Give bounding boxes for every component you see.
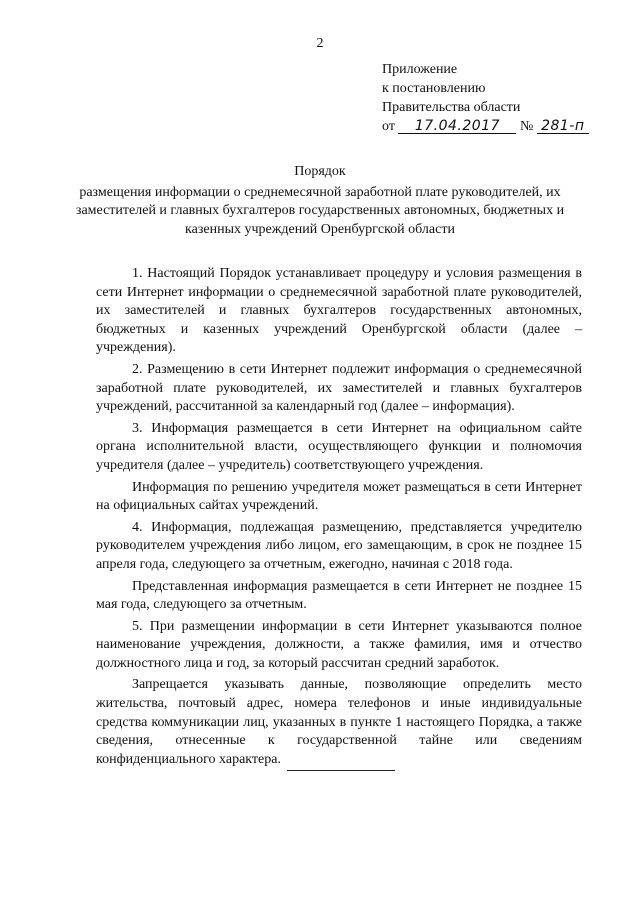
paragraph-4: 4. Информация, подлежащая размещению, представляется учредителю руководителем учреждения либо лицом, его замещающим, в срок не позднее 15 апреля года, следующего за отчетным, ежегодно, начиная с 2018 года. [96, 519, 582, 572]
decree-date: 17.04.2017 [398, 119, 516, 134]
appendix-block [382, 60, 589, 136]
title-subtitle: размещения информации о среднемесячной заработной плате руководителей, их заместителей и главных бухгалтеров государственных автономных, бюджетных и казенных учреждений Оренбургской области [75, 184, 565, 237]
appendix-line-3: Правительства области [382, 100, 521, 115]
document-body [96, 265, 582, 769]
paragraph-5: 5. При размещении информации в сети Интернет указываются полное наименование учреждения, должности, а также фамилия, имя и отчество должностного лица и год, за который рассчитан средний заработок. [96, 618, 582, 671]
appendix-date-line [382, 117, 589, 136]
paragraph-3-note: Информация по решению учредителя может размещаться в сети Интернет на официальных сайтах учреждений. [96, 479, 582, 514]
appendix-line-1: Приложение [382, 62, 458, 77]
decree-number: 281-п [537, 119, 589, 134]
end-divider [287, 770, 395, 771]
paragraph-4-note: Представленная информация размещается в сети Интернет не позднее 15 мая года, следующего за отчетным. [96, 578, 582, 613]
paragraph-2: 2. Размещению в сети Интернет подлежит информация о среднемесячной заработной плате руководителей, их заместителей и главных бухгалтеров учреждений, рассчитанной за календарный год (далее – информация). [96, 361, 582, 415]
paragraph-1: 1. Настоящий Порядок устанавливает процедуру и условия размещения в сети Интернет информации о среднемесячной заработной плате руководителей, их заместителей и главных бухгалтеров государственных автономных, бюджетных и казенных учреждений Оренбургской области (далее – учреждения). [96, 266, 582, 356]
date-prefix: от [382, 119, 395, 134]
paragraph-5-note: Запрещается указывать данные, позволяющие определить место жительства, почтовый адрес, номера телефонов и иные индивидуальные средства коммуникации лиц, указанных в пункте 1 настоящего Порядка, а также сведения, отнесенные к государственной тайне или сведениям конфиденциального характера. [96, 677, 582, 767]
number-prefix: № [519, 119, 534, 134]
document-title [60, 163, 580, 239]
appendix-line-2: к постановлению [382, 81, 486, 96]
paragraph-3: 3. Информация размещается в сети Интернет на официальном сайте органа исполнительной власти, осуществляющего функции и полномочия учредителя (далее – учредитель) соответствующего учреждения. [96, 420, 582, 473]
title-main: Порядок [294, 164, 346, 179]
page-number: 2 [316, 36, 324, 51]
